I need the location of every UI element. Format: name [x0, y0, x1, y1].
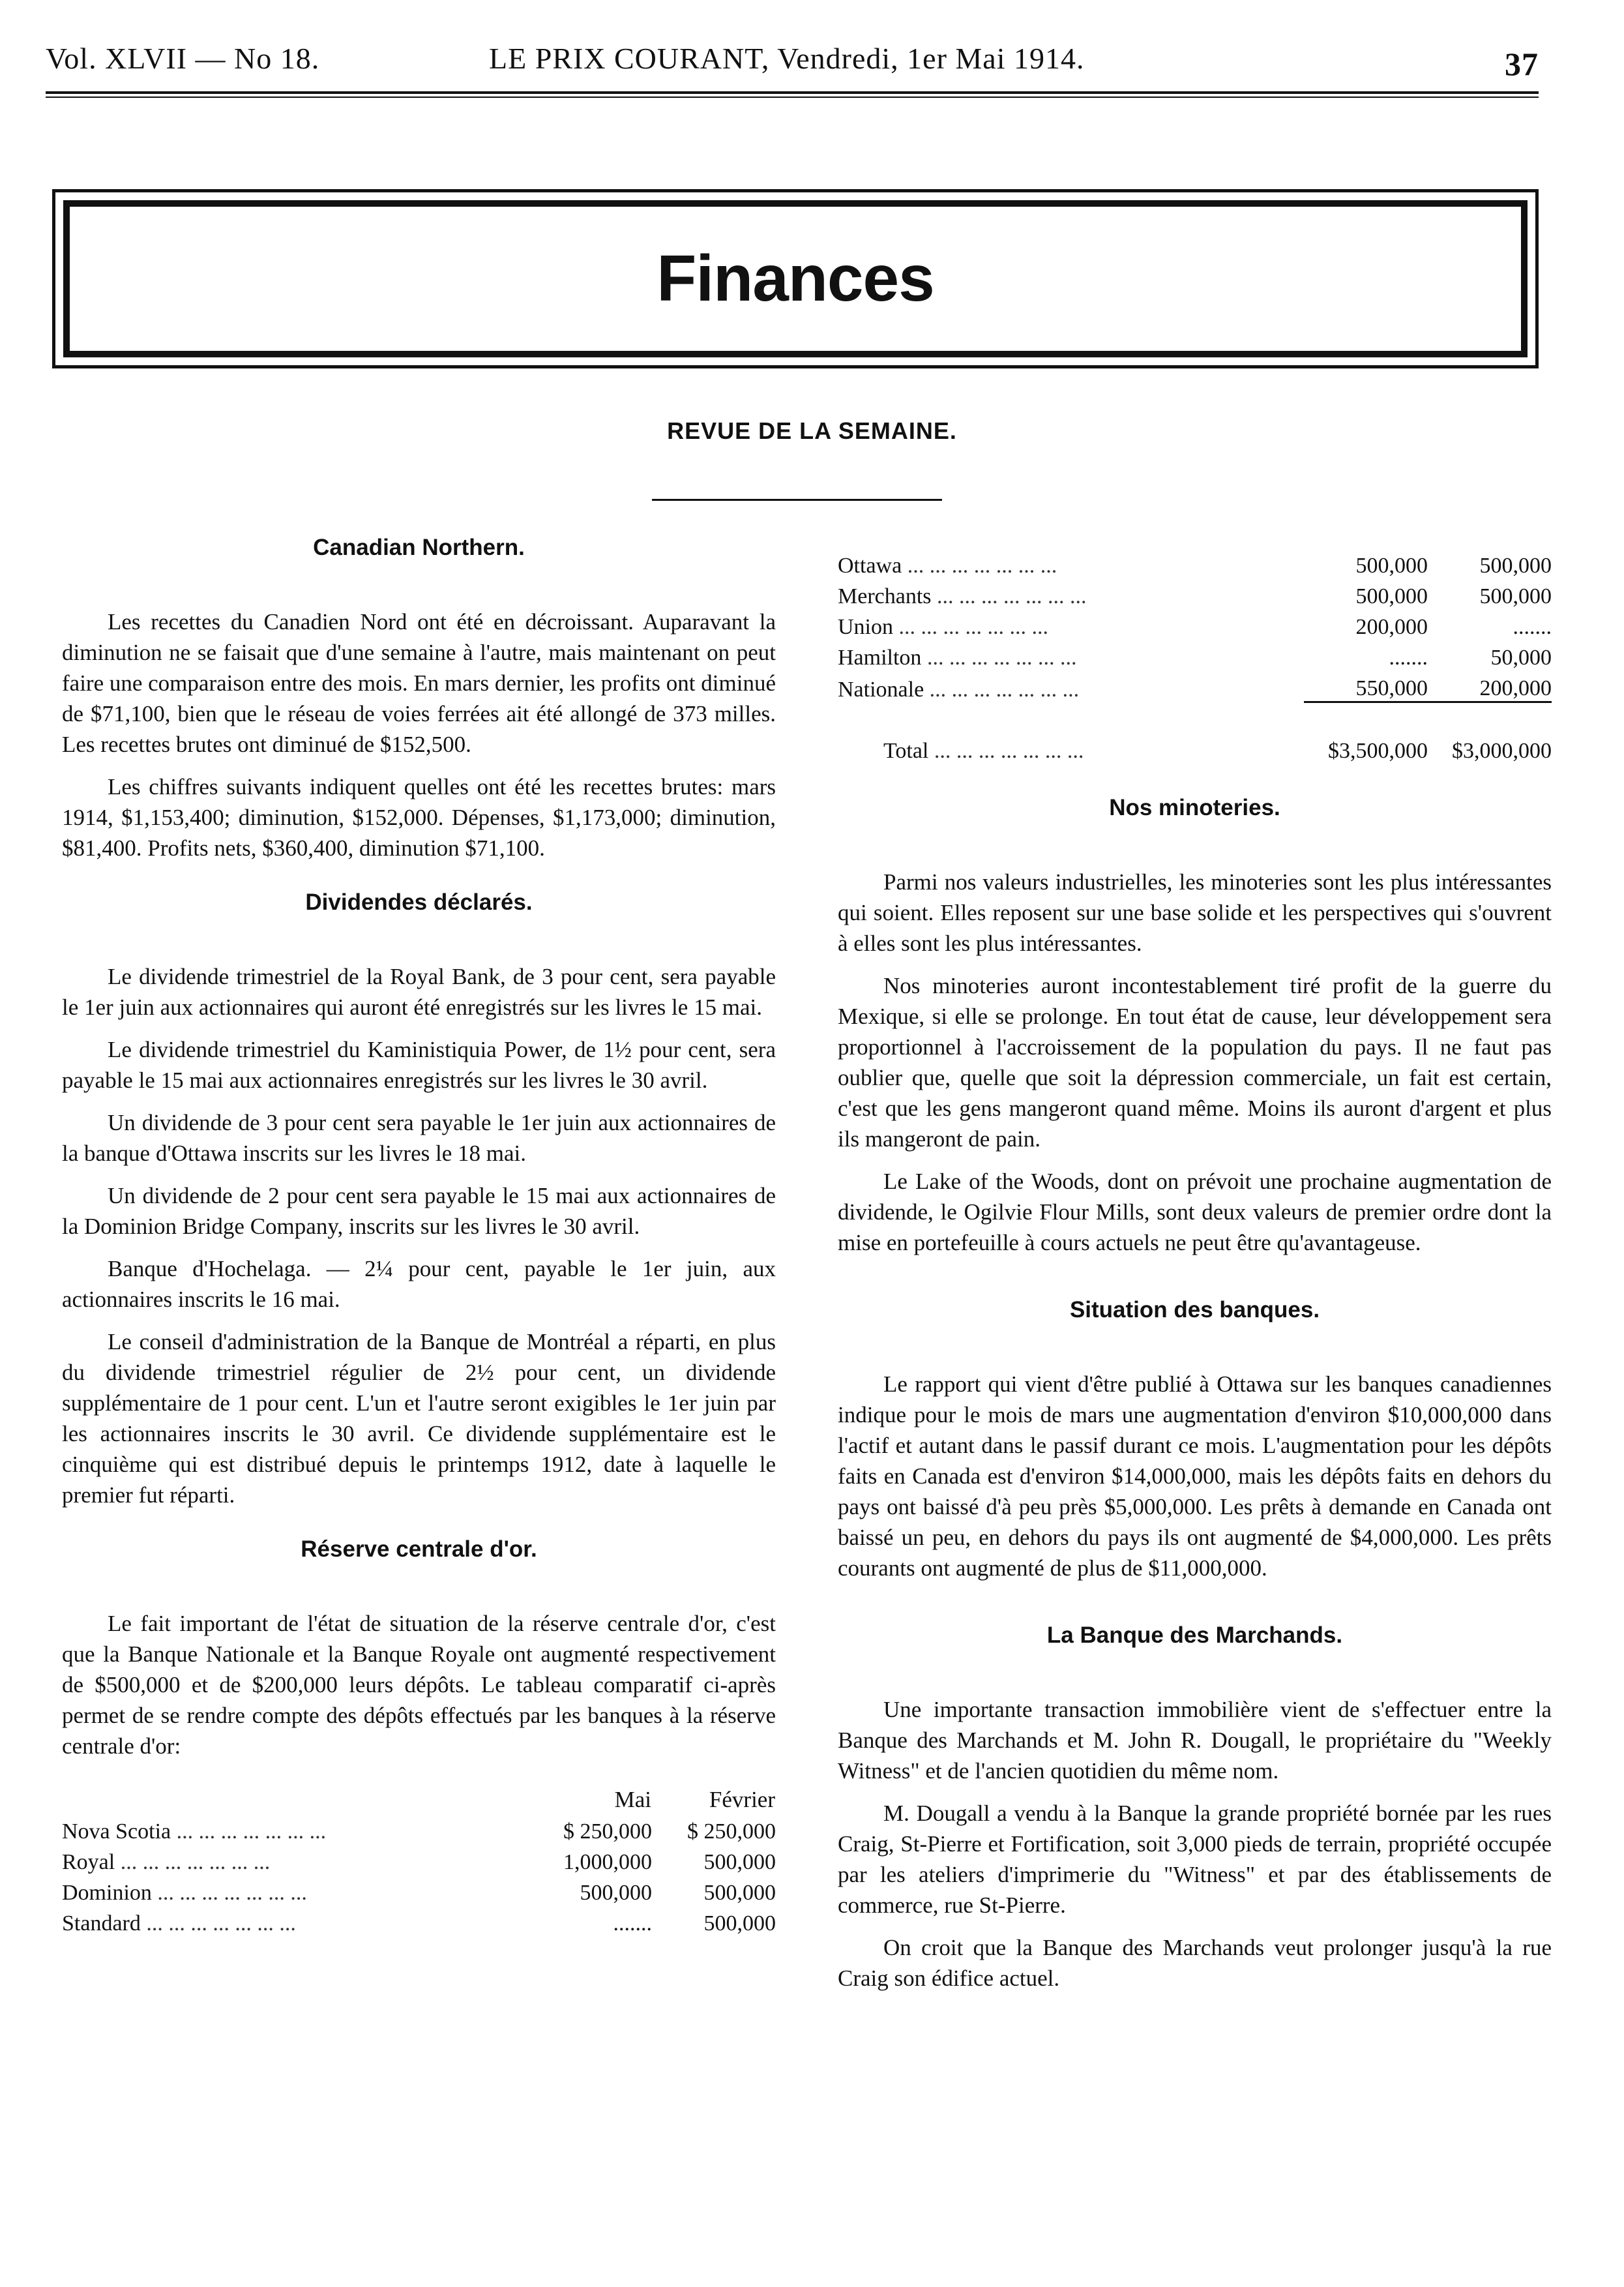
paragraph: Parmi nos valeurs industrielles, les minoteries sont les plus intéressantes qui soient. Elles reposent sur une base solide et les perspectives qui s'ouvrent à elles sont les plus intéressantes.: [838, 869, 1552, 956]
leader-dots: ... ... ... ... ... ... ...: [146, 1911, 296, 1936]
marchands-heading: La Banque des Marchands.: [1046, 1622, 1343, 1648]
table-row: [62, 1844, 776, 1875]
banner-inner-frame: [63, 200, 1528, 357]
leader-dots: ... ... ... ... ... ... ...: [907, 554, 1057, 578]
table-row: [62, 1875, 776, 1906]
main-heading: REVUE DE LA SEMAINE.: [667, 417, 957, 444]
value-fevrier: 500,000: [703, 1881, 776, 1905]
value-mai: 500,000: [1355, 584, 1428, 608]
table-row: [62, 1906, 776, 1936]
canadian-northern-heading: Canadian Northern.: [313, 535, 525, 560]
banner-title: Finances: [657, 242, 934, 315]
value-mai: .......: [1389, 646, 1428, 670]
bank-name: Union: [838, 615, 893, 639]
leader-dots: ... ... ... ... ... ... ...: [157, 1881, 307, 1905]
header-rule-thin: [46, 97, 1539, 98]
value-mai: 500,000: [580, 1881, 652, 1905]
right-column: [838, 548, 1552, 2005]
table-row: [62, 1814, 776, 1844]
bank-name: Standard: [62, 1911, 141, 1936]
page-number: 37: [1505, 46, 1539, 82]
total-label: Total: [883, 738, 929, 763]
paragraph: Le rapport qui vient d'être publié à Ottawa sur les banques canadiennes indique pour le mois de mars une augmentation d'environ $10,000,000 dans l'actif et autant dans le passif durant ce mois. L'augmentation pour les dépôts faits en Canada est d'environ $14,000,000, mais les dépôts faits en dehors du pays ont baissé d'à peu près $5,000,000. Les prêts à demande en Canada ont baissé un peu, en dehors du pays ils ont augmenté de $4,000,000. Les prêts courants ont augmenté de plus de $11,000,000.: [838, 1371, 1552, 1581]
value-fevrier: 500,000: [1479, 584, 1552, 608]
leader-dots: ... ... ... ... ... ... ...: [926, 646, 1077, 670]
table-row: [838, 609, 1552, 640]
total-row: [838, 733, 1552, 764]
total-fevrier: $3,000,000: [1452, 738, 1552, 763]
bank-name: Royal: [62, 1850, 115, 1874]
reserve-heading: Réserve centrale d'or.: [301, 1536, 537, 1562]
value-mai: 550,000: [1355, 676, 1428, 700]
value-fevrier: 500,000: [703, 1850, 776, 1874]
paragraph: Le conseil d'administration de la Banque de Montréal a réparti, en plus du dividende trimestriel régulier de 2½ pour cent, un dividende supplémentaire de 1 pour cent. L'un et l'autre seront exigibles le 1er juin par les actionnaires inscrits le 30 avril. Ce dividende supplémentaire est le cinquième qui est distribué depuis le printemps 1912, date à laquelle le premier fut réparti.: [62, 1329, 776, 1508]
table-row: [838, 670, 1552, 702]
paragraph: Un dividende de 3 pour cent sera payable le 1er juin aux actionnaires de la banque d'Ottawa inscrits sur les livres le 18 mai.: [62, 1110, 776, 1166]
value-mai: 500,000: [1355, 554, 1428, 578]
value-fevrier: 50,000: [1490, 646, 1552, 670]
paragraph: Nos minoteries auront incontestablement tiré profit de la guerre du Mexique, si elle se prolonge. En tout état de cause, leur développement sera proportionnel à l'accroissement de la population du pays. Il ne faut pas oublier que, quelle que soit la dépression commerciale, un fait est certain, c'est que les gens mangeront quand même. Moins ils auront d'argent et plus ils mangeront de pain.: [838, 972, 1552, 1152]
value-fevrier: 200,000: [1479, 676, 1552, 700]
bank-name: Dominion: [62, 1881, 152, 1905]
paragraph: Les recettes du Canadien Nord ont été en décroissant. Auparavant la diminution ne se faisait que d'une semaine à l'autre, mais maintenant on peut faire une comparaison entre des mois. En mars dernier, les profits ont diminué de $71,100, bien que le réseau de voies ferrées ait été allongé de 373 milles. Les recettes brutes ont diminué de $152,500.: [62, 609, 776, 757]
column-header-mai: Mai: [614, 1787, 651, 1812]
leader-dots: ... ... ... ... ... ... ...: [937, 584, 1087, 608]
left-column: [62, 535, 776, 1936]
leader-dots: ... ... ... ... ... ... ...: [898, 615, 1048, 639]
value-mai: 200,000: [1355, 615, 1428, 639]
paragraph: Le dividende trimestriel du Kaministiquia Power, de 1½ pour cent, sera payable le 15 mai aux actionnaires enregistrés sur les livres le 30 avril.: [62, 1037, 776, 1093]
header-rule: [46, 91, 1539, 94]
bank-name: Nationale: [838, 677, 924, 702]
paragraph: Le Lake of the Woods, dont on prévoit une prochaine augmentation de dividende, le Ogilvie Flour Mills, sont deux valeurs de premier ordre dont la mise en portefeuille à cours actuels ne peut être qu'avantageuse.: [838, 1168, 1552, 1255]
total-mai: $3,500,000: [1328, 738, 1428, 763]
value-fevrier: 500,000: [1479, 554, 1552, 578]
value-mai: $ 250,000: [563, 1819, 652, 1844]
value-mai: .......: [613, 1911, 652, 1936]
table-header-row: [62, 1773, 776, 1814]
bank-name: Merchants: [838, 584, 932, 608]
page-header: [46, 36, 1539, 95]
paragraph: Le fait important de l'état de situation de la réserve centrale d'or, c'est que la Banque Nationale et la Banque Royale ont augmenté respectivement de $500,000 et de $200,000 leurs dépôts. Le tableau comparatif ci-après permet de se rendre compte des dépôts effectués par les banques à la réserve centrale d'or:: [62, 1611, 776, 1759]
bank-name: Hamilton: [838, 646, 922, 670]
paragraph: Une importante transaction immobilière vient de s'effectuer entre la Banque des Marchands et M. John R. Dougall, le propriétaire du "Weekly Witness" et de l'ancien quotidien du même nom.: [838, 1696, 1552, 1784]
finances-banner: [52, 189, 1539, 368]
total-rule-row: [838, 702, 1552, 733]
main-heading-rule: [652, 499, 942, 501]
minoteries-heading: Nos minoteries.: [1109, 794, 1280, 820]
table-row: [838, 640, 1552, 670]
publication-title: LE PRIX COURANT, Vendredi, 1er Mai 1914.: [489, 42, 1085, 75]
volume-number: Vol. XLVII — No 18.: [46, 42, 320, 75]
bank-name: Ottawa: [838, 554, 902, 578]
banques-heading: Situation des banques.: [1069, 1296, 1320, 1323]
value-fevrier: 500,000: [703, 1911, 776, 1936]
paragraph: Le dividende trimestriel de la Royal Bank, de 3 pour cent, sera payable le 1er juin aux actionnaires qui auront été enregistrés sur les livres le 15 mai.: [62, 964, 776, 1020]
paragraph: On croit que la Banque des Marchands veut prolonger jusqu'à la rue Craig son édifice actuel.: [838, 1934, 1552, 1991]
leader-dots: ... ... ... ... ... ... ...: [120, 1850, 271, 1874]
column-header-fevrier: Février: [709, 1787, 775, 1812]
value-mai: 1,000,000: [563, 1850, 652, 1874]
table-row: [838, 578, 1552, 609]
reserve-table-part2: [838, 548, 1552, 764]
leader-dots: ... ... ... ... ... ... ...: [929, 677, 1080, 702]
bank-name: Nova Scotia: [62, 1819, 171, 1844]
paragraph: Un dividende de 2 pour cent sera payable le 15 mai aux actionnaires de la Dominion Bridge Company, inscrits sur les livres le 30 avril.: [62, 1183, 776, 1239]
paragraph: Banque d'Hochelaga. — 2¼ pour cent, payable le 1er juin, aux actionnaires inscrits le 16 mai.: [62, 1256, 776, 1312]
value-fevrier: .......: [1513, 615, 1552, 639]
paragraph: M. Dougall a vendu à la Banque la grande propriété bornée par les rues Craig, St-Pierre et Fortification, soit 3,000 pieds de terrain, propriété occupée par les ateliers d'imprimerie du "Witness" et par des établissements de commerce, rue St-Pierre.: [838, 1800, 1552, 1918]
reserve-table-part1: [62, 1773, 776, 1936]
leader-dots: ... ... ... ... ... ... ...: [176, 1819, 327, 1844]
value-fevrier: $ 250,000: [687, 1819, 776, 1844]
paragraph: Les chiffres suivants indiquent quelles ont été les recettes brutes: mars 1914, $1,153,400; diminution, $152,000. Dépenses, $1,173,000; diminution, $81,400. Profits nets, $360,400, diminution $71,100.: [62, 774, 776, 861]
leader-dots: ... ... ... ... ... ... ...: [934, 738, 1084, 763]
dividendes-heading: Dividendes déclarés.: [305, 889, 533, 915]
table-row: [838, 548, 1552, 578]
